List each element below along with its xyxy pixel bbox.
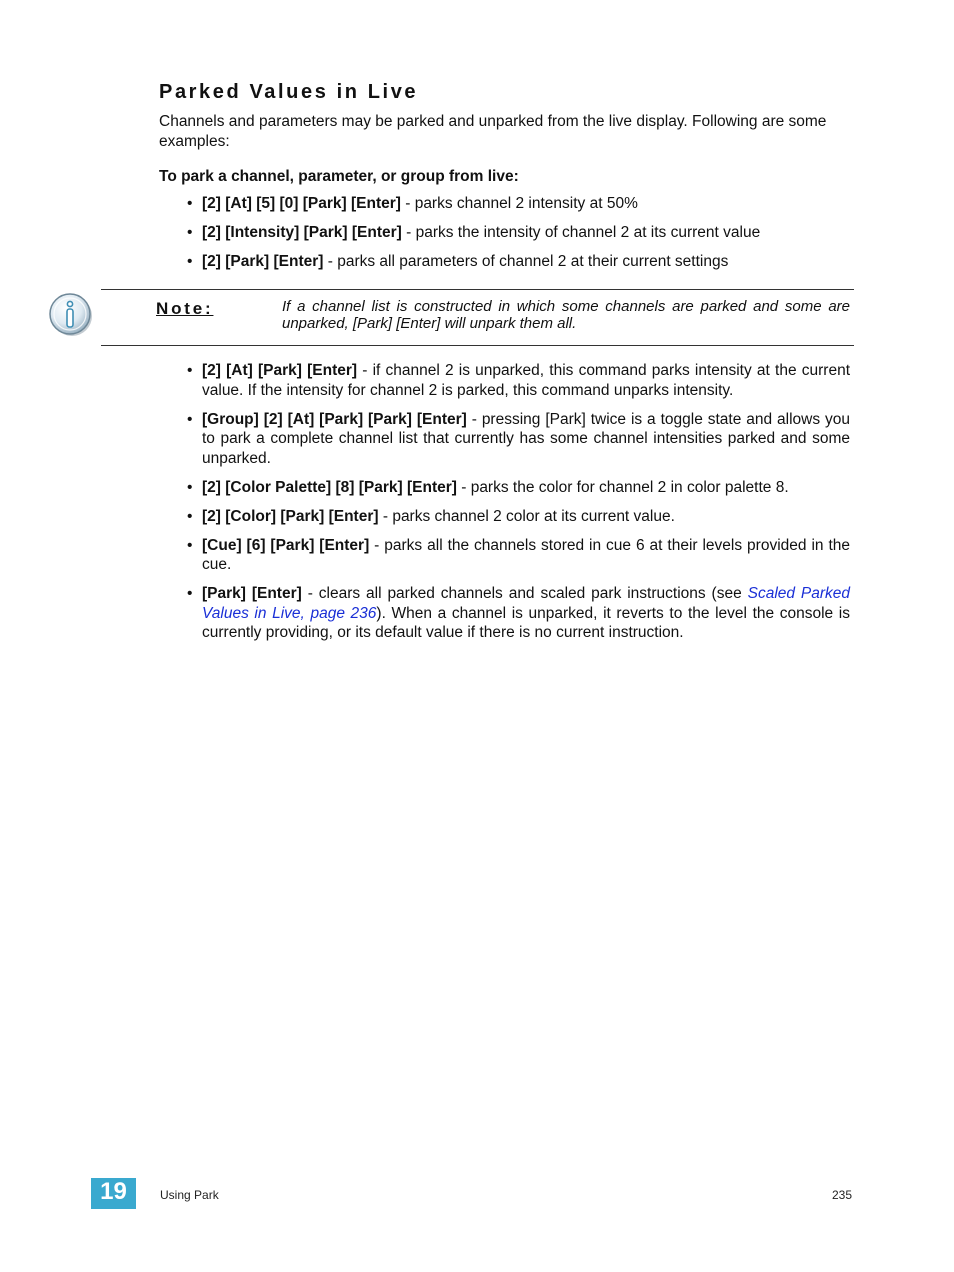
list-item xyxy=(186,252,850,272)
command-keys: [2] [Color] [Park] [Enter] xyxy=(202,507,379,525)
cross-reference-link[interactable]: Scaled Parked Values in Live, page 236 xyxy=(202,585,851,622)
note-label: Note: xyxy=(156,299,214,318)
info-icon xyxy=(48,292,94,338)
chapter-number-badge: 19 xyxy=(91,1178,136,1209)
intro-paragraph: Channels and parameters may be parked and unparked from the live display. Following are some examples: xyxy=(159,113,827,150)
command-description: - parks channel 2 intensity at 50% xyxy=(400,195,638,212)
park-examples-list xyxy=(186,194,850,281)
list-item xyxy=(186,584,850,643)
command-description: - pressing [Park] twice is a toggle state and allows you to park a complete channel list that currently has some channel intensities parked and some unparked. xyxy=(202,410,850,467)
command-description: - parks the intensity of channel 2 at its current value xyxy=(401,224,761,241)
command-keys: [Cue] [6] [Park] [Enter] xyxy=(202,536,370,554)
list-item xyxy=(186,223,850,243)
command-description: ). When a channel is unparked, it reverts to the level the console is currently providing, or its default value if there is no current instruction. xyxy=(202,604,850,641)
list-item xyxy=(186,507,850,527)
list-item xyxy=(186,361,850,400)
list-item xyxy=(186,536,850,575)
command-keys: [2] [At] [5] [0] [Park] [Enter] xyxy=(202,195,401,212)
list-item xyxy=(186,410,850,469)
procedure-title: To park a channel, parameter, or group from live: xyxy=(159,168,519,185)
park-more-examples-list xyxy=(186,361,850,652)
command-keys: [2] [Intensity] [Park] [Enter] xyxy=(202,224,402,241)
command-keys: [Park] [Enter] xyxy=(202,585,302,602)
command-keys: [2] [Color Palette] [8] [Park] [Enter] xyxy=(202,478,457,496)
command-description: - parks all parameters of channel 2 at their current settings xyxy=(323,253,729,270)
command-keys: [2] [Park] [Enter] xyxy=(202,253,324,270)
command-description: - parks all the channels stored in cue 6 at their levels provided in the cue. xyxy=(202,536,850,573)
command-keys: [Group] [2] [At] [Park] [Park] [Enter] xyxy=(202,410,467,428)
list-item xyxy=(186,478,850,498)
command-description: - parks channel 2 color at its current value. xyxy=(378,507,675,525)
command-description: - if channel 2 is unparked, this command parks intensity at the current value. If the intensity for channel 2 is parked, this command unparks intensity. xyxy=(202,362,850,399)
command-keys: [2] [At] [Park] [Enter] xyxy=(202,362,358,379)
section-heading: Parked Values in Live xyxy=(159,81,419,103)
command-description: - parks the color for channel 2 in color palette 8. xyxy=(456,478,789,496)
footer-page-number: 235 xyxy=(831,1188,852,1202)
note-text: If a channel list is constructed in which some channels are parked and some are unparked, [Park] [Enter] will unpark them all. xyxy=(282,298,850,332)
footer-section-title: Using Park xyxy=(160,1188,219,1202)
list-item xyxy=(186,194,850,214)
command-description: - clears all parked channels and scaled park instructions (see xyxy=(301,585,748,602)
